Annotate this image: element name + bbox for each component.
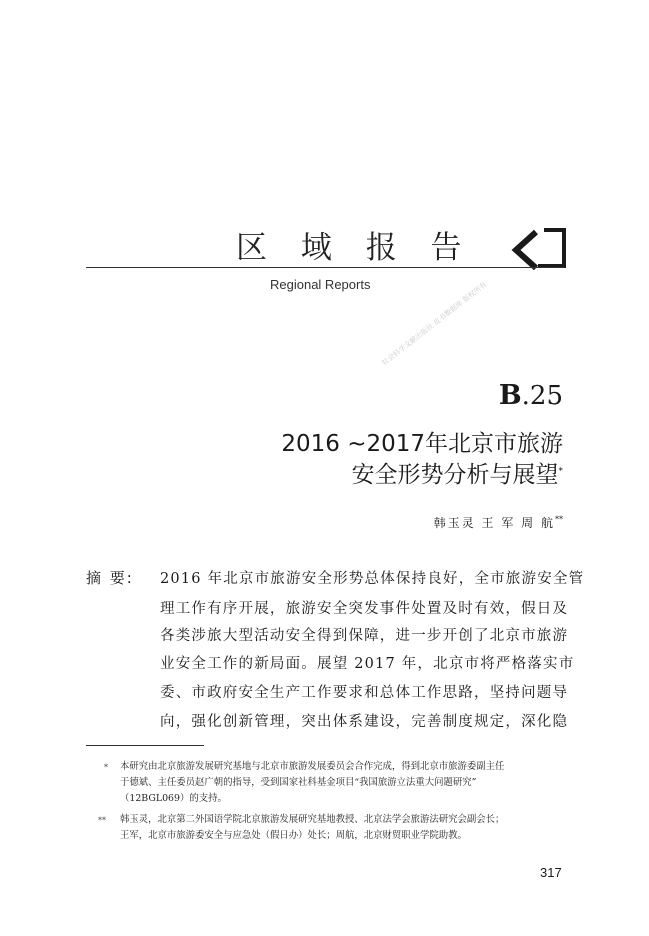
section-rule <box>86 267 564 268</box>
chapter-title-line2 <box>352 456 564 489</box>
abstract-line: 业安全工作的新局面。展望 2017 年，北京市将严格落实市 <box>160 656 575 672</box>
abstract-line: 2016 年北京市旅游安全形势总体保持良好，全市旅游安全管 <box>160 571 585 587</box>
author-names: 韩玉灵 王 军 周 航 <box>433 516 555 530</box>
title-footnote-mark: * <box>558 466 563 477</box>
footnote-line: 本研究由北京旅游发展研究基地与北京市旅游发展委员会合作完成，得到北京市旅游委副主任 <box>120 761 505 772</box>
watermark: 社会科学文献出版社 皮书数据库 版权所有 <box>380 280 489 368</box>
author-footnote-mark: ** <box>555 515 563 524</box>
page-number: 317 <box>540 865 562 880</box>
section-logo-icon <box>510 226 566 270</box>
chapter-title-line1: 2016 ~2017年北京市旅游 <box>281 431 563 457</box>
chapter-title-text: 安全形势分析与展望 <box>351 462 559 488</box>
footnote-line: 于德斌、主任委员赵广朝的指导，受到国家社科基金项目“我国旅游立法重大问题研究” <box>120 777 477 788</box>
footnote-rule <box>86 745 204 746</box>
abstract-line: 向，强化创新管理，突出体系建设，完善制度规定，深化隐 <box>160 714 569 730</box>
chapter-index: .25 <box>521 381 563 411</box>
chapter-letter: B <box>498 380 522 411</box>
footnote-line: 韩玉灵，北京第二外国语学院北京旅游发展研究基地教授、北京法学会旅游法研究会副会长； <box>120 814 505 825</box>
authors <box>434 514 563 531</box>
footnote-mark: ** <box>98 816 106 825</box>
abstract-line: 理工作有序开展，旅游安全突发事件处置及时有效，假日及 <box>160 601 569 617</box>
abstract-label: 摘 要: <box>86 569 134 587</box>
footnote-line: 王军，北京市旅游委安全与应急处（假日办）处长；周航，北京财贸职业学院助教。 <box>120 830 467 841</box>
section-subtitle: Regional Reports <box>270 277 371 292</box>
abstract-line: 委、市政府安全生产工作要求和总体工作思路，坚持问题导 <box>160 685 569 701</box>
footnote-line: （12BGL069）的支持。 <box>120 793 227 804</box>
chapter-number <box>499 380 563 411</box>
section-title: 区 域 报 告 <box>236 230 474 266</box>
abstract-line: 各类涉旅大型活动安全得到保障，进一步开创了北京市旅游 <box>160 628 569 644</box>
footnote-mark: * <box>104 763 108 772</box>
